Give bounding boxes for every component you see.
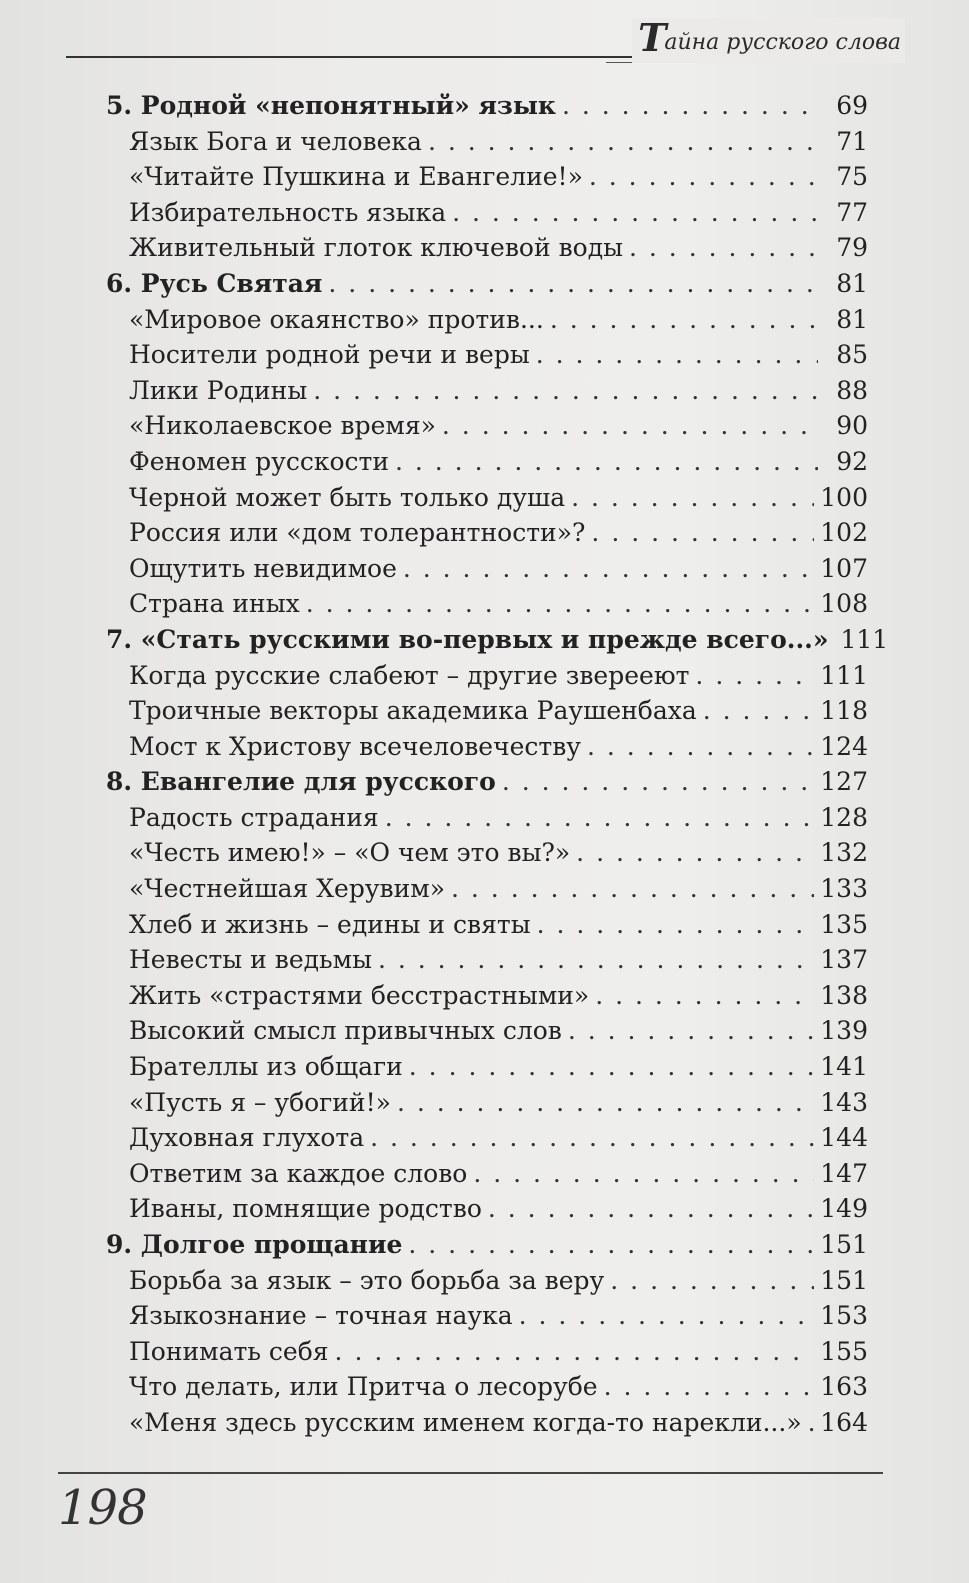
dot-leader: [452, 195, 818, 231]
toc-entry-page: 128: [820, 802, 868, 832]
dot-leader: [589, 159, 818, 195]
toc-entry-page: 90: [836, 411, 868, 441]
running-title-initial: Т: [638, 15, 665, 60]
toc-entry-page: 107: [820, 553, 868, 583]
toc-entry-title: Лики Родины: [129, 375, 308, 405]
dot-leader: [587, 729, 814, 765]
dot-leader: [409, 1049, 815, 1085]
toc-entry-title: Троичные векторы академика Раушенбаха: [129, 696, 697, 726]
toc-entry-title: Радость страдания: [129, 802, 379, 832]
toc-entry-title: Духовная глухота: [129, 1123, 365, 1153]
toc-entry-page: 139: [820, 1016, 868, 1046]
dot-leader: [568, 1013, 814, 1049]
toc-section-entry[interactable]: [106, 1298, 868, 1334]
dot-leader: [562, 88, 818, 124]
toc-entry-title: Живительный глоток ключевой воды: [129, 233, 624, 263]
toc-entry-title: 7. «Стать русскими во-первых и прежде всего...»: [106, 624, 829, 654]
toc-section-entry[interactable]: [106, 871, 868, 907]
table-of-contents: [106, 88, 889, 1441]
toc-section-entry[interactable]: [106, 515, 868, 551]
toc-entry-page: 155: [820, 1336, 868, 1366]
dot-leader: [451, 871, 814, 907]
dot-leader: [604, 1369, 815, 1405]
toc-section-entry[interactable]: [106, 1405, 868, 1441]
toc-section-entry[interactable]: [106, 978, 868, 1014]
toc-section-entry[interactable]: [106, 1369, 868, 1405]
toc-entry-page: 108: [820, 589, 868, 619]
toc-entry-page: 71: [836, 126, 868, 156]
toc-entry-page: 81: [836, 268, 868, 298]
toc-section-entry[interactable]: [106, 907, 868, 943]
toc-entry-page: 143: [820, 1087, 868, 1117]
toc-entry-title: Высокий смысл привычных слов: [129, 1016, 562, 1046]
toc-entry-page: 75: [836, 162, 868, 192]
toc-section-entry[interactable]: [106, 195, 868, 231]
toc-entry-title: Носители родной речи и веры: [129, 340, 530, 370]
toc-entry-title: «Николаевское время»: [129, 411, 436, 441]
dot-leader: [519, 1298, 815, 1334]
toc-section-entry[interactable]: [106, 480, 868, 516]
dot-leader: [428, 124, 818, 160]
toc-section-entry[interactable]: [106, 408, 868, 444]
running-title-text: айна русского слова: [664, 30, 901, 55]
toc-entry-title: «Честь имею!» – «О чем это вы?»: [129, 838, 571, 868]
toc-section-entry[interactable]: [106, 1263, 868, 1299]
toc-entry-title: Невесты и ведьмы: [129, 945, 372, 975]
toc-entry-title: 8. Евангелие для русского: [106, 767, 496, 797]
toc-entry-title: Борьба за язык – это борьба за веру: [129, 1265, 605, 1295]
running-title: [632, 15, 905, 63]
dot-leader: [536, 337, 818, 373]
dot-leader: [408, 1227, 814, 1263]
toc-section-entry[interactable]: [106, 230, 868, 266]
toc-section-entry[interactable]: [106, 1085, 868, 1121]
toc-entry-page: 100: [820, 482, 868, 512]
toc-entry-title: Языкознание – точная наука: [129, 1301, 513, 1331]
toc-entry-title: «Мировое окаянство» против...: [129, 304, 544, 334]
toc-entry-page: 111: [840, 624, 889, 654]
toc-entry-page: 151: [820, 1265, 868, 1295]
toc-section-entry[interactable]: [106, 1049, 868, 1085]
toc-entry-title: Черной может быть только душа: [129, 482, 566, 512]
toc-entry-page: 85: [836, 340, 868, 370]
toc-section-entry[interactable]: [106, 551, 868, 587]
dot-leader: [442, 408, 818, 444]
toc-entry-page: 79: [836, 233, 868, 263]
dot-leader: [629, 230, 818, 266]
dot-leader: [306, 586, 815, 622]
toc-section-entry[interactable]: [106, 693, 868, 729]
toc-entry-page: 133: [820, 874, 868, 904]
toc-entry-title: 9. Долгое прощание: [106, 1230, 403, 1259]
toc-entry-title: Брателлы из общаги: [129, 1052, 403, 1082]
toc-entry-page: 135: [820, 909, 868, 939]
dot-leader: [550, 302, 818, 338]
dot-leader: [488, 1191, 814, 1227]
toc-section-entry[interactable]: [106, 1334, 868, 1370]
toc-entry-page: 144: [820, 1123, 868, 1153]
toc-section-entry[interactable]: [106, 800, 868, 836]
toc-chapter-entry[interactable]: [106, 88, 868, 124]
toc-entry-title: Хлеб и жизнь – едины и святы: [129, 909, 531, 939]
toc-section-entry[interactable]: [106, 302, 868, 338]
toc-entry-title: «Пусть я – убогий!»: [129, 1087, 391, 1117]
running-header: [66, 15, 905, 66]
toc-entry-page: 102: [820, 518, 868, 548]
toc-entry-page: 92: [836, 446, 868, 476]
toc-entry-title: Жить «страстями бесстрастными»: [129, 980, 590, 1010]
dot-leader: [397, 1085, 814, 1121]
toc-chapter-entry[interactable]: [106, 266, 868, 302]
toc-section-entry[interactable]: [106, 1191, 868, 1227]
toc-section-entry[interactable]: [106, 373, 868, 409]
toc-entry-title: Когда русские слабеют – другие зверееют: [129, 660, 690, 690]
toc-entry-page: 147: [820, 1158, 868, 1188]
toc-entry-page: 118: [820, 696, 868, 726]
toc-section-entry[interactable]: [106, 1013, 868, 1049]
toc-entry-title: Ощутить невидимое: [129, 553, 397, 583]
toc-entry-title: Что делать, или Притча о лесорубе: [129, 1372, 598, 1402]
toc-entry-page: 163: [820, 1372, 868, 1402]
toc-section-entry[interactable]: [106, 124, 868, 160]
dot-leader: [808, 1405, 815, 1441]
toc-entry-title: Мост к Христову всечеловечеству: [129, 731, 582, 761]
toc-section-entry[interactable]: [106, 1156, 868, 1192]
toc-entry-title: Россия или «дом толерантности»?: [129, 518, 586, 548]
toc-section-entry[interactable]: [106, 444, 868, 480]
dot-leader: [313, 373, 818, 409]
toc-entry-title: Страна иных: [129, 589, 300, 619]
footer-rule: [58, 1472, 883, 1474]
toc-entry-page: 164: [820, 1407, 868, 1437]
toc-entry-page: 138: [820, 980, 868, 1010]
toc-entry-title: 5. Родной «непонятный» язык: [106, 91, 556, 120]
page-number: 198: [58, 1480, 147, 1536]
toc-entry-title: Избирательность языка: [129, 197, 447, 227]
toc-section-entry[interactable]: [106, 729, 868, 765]
toc-section-entry[interactable]: [106, 835, 868, 871]
toc-entry-page: 88: [836, 375, 868, 405]
toc-section-entry[interactable]: [106, 586, 868, 622]
toc-entry-page: 111: [820, 660, 868, 690]
toc-entry-title: 6. Русь Святая: [106, 268, 323, 298]
dot-leader: [502, 764, 814, 800]
toc-entry-page: 127: [820, 767, 868, 797]
dot-leader: [695, 658, 814, 694]
toc-entry-page: 153: [820, 1301, 868, 1331]
dot-leader: [537, 907, 815, 943]
toc-entry-title: Иваны, помнящие родство: [129, 1194, 482, 1224]
dot-leader: [610, 1263, 814, 1299]
dot-leader: [370, 1120, 814, 1156]
toc-chapter-entry[interactable]: [106, 1227, 868, 1263]
toc-chapter-entry[interactable]: [106, 622, 889, 658]
toc-entry-page: 149: [820, 1194, 868, 1224]
toc-entry-page: 132: [820, 838, 868, 868]
dot-leader: [473, 1156, 814, 1192]
toc-entry-page: 69: [836, 91, 868, 120]
dot-leader: [576, 835, 814, 871]
toc-entry-title: Ответим за каждое слово: [129, 1158, 468, 1188]
toc-chapter-entry[interactable]: [106, 764, 868, 800]
toc-section-entry[interactable]: [106, 159, 868, 195]
toc-entry-page: 124: [820, 731, 868, 761]
toc-section-entry[interactable]: [106, 1120, 868, 1156]
dot-leader: [378, 942, 814, 978]
dot-leader: [335, 1334, 815, 1370]
toc-entry-title: Язык Бога и человека: [129, 126, 422, 156]
toc-entry-title: «Честнейшая Херувим»: [129, 874, 446, 904]
dot-leader: [591, 515, 814, 551]
toc-entry-title: «Меня здесь русским именем когда-то нарекли...»: [129, 1407, 802, 1437]
toc-entry-page: 81: [836, 304, 868, 334]
dot-leader: [403, 551, 814, 587]
toc-entry-title: «Читайте Пушкина и Евангелие!»: [129, 162, 583, 192]
toc-section-entry[interactable]: [106, 658, 868, 694]
dot-leader: [571, 480, 814, 516]
toc-entry-title: Понимать себя: [129, 1336, 329, 1366]
toc-section-entry[interactable]: [106, 942, 868, 978]
toc-entry-page: 141: [820, 1052, 868, 1082]
toc-entry-page: 151: [820, 1230, 868, 1259]
dot-leader: [395, 444, 818, 480]
toc-section-entry[interactable]: [106, 337, 868, 373]
dot-leader: [595, 978, 814, 1014]
toc-entry-title: Феномен русскости: [129, 446, 389, 476]
toc-entry-page: 137: [820, 945, 868, 975]
dot-leader: [328, 266, 818, 302]
toc-entry-page: 77: [836, 197, 868, 227]
dot-leader: [385, 800, 815, 836]
dot-leader: [703, 693, 815, 729]
